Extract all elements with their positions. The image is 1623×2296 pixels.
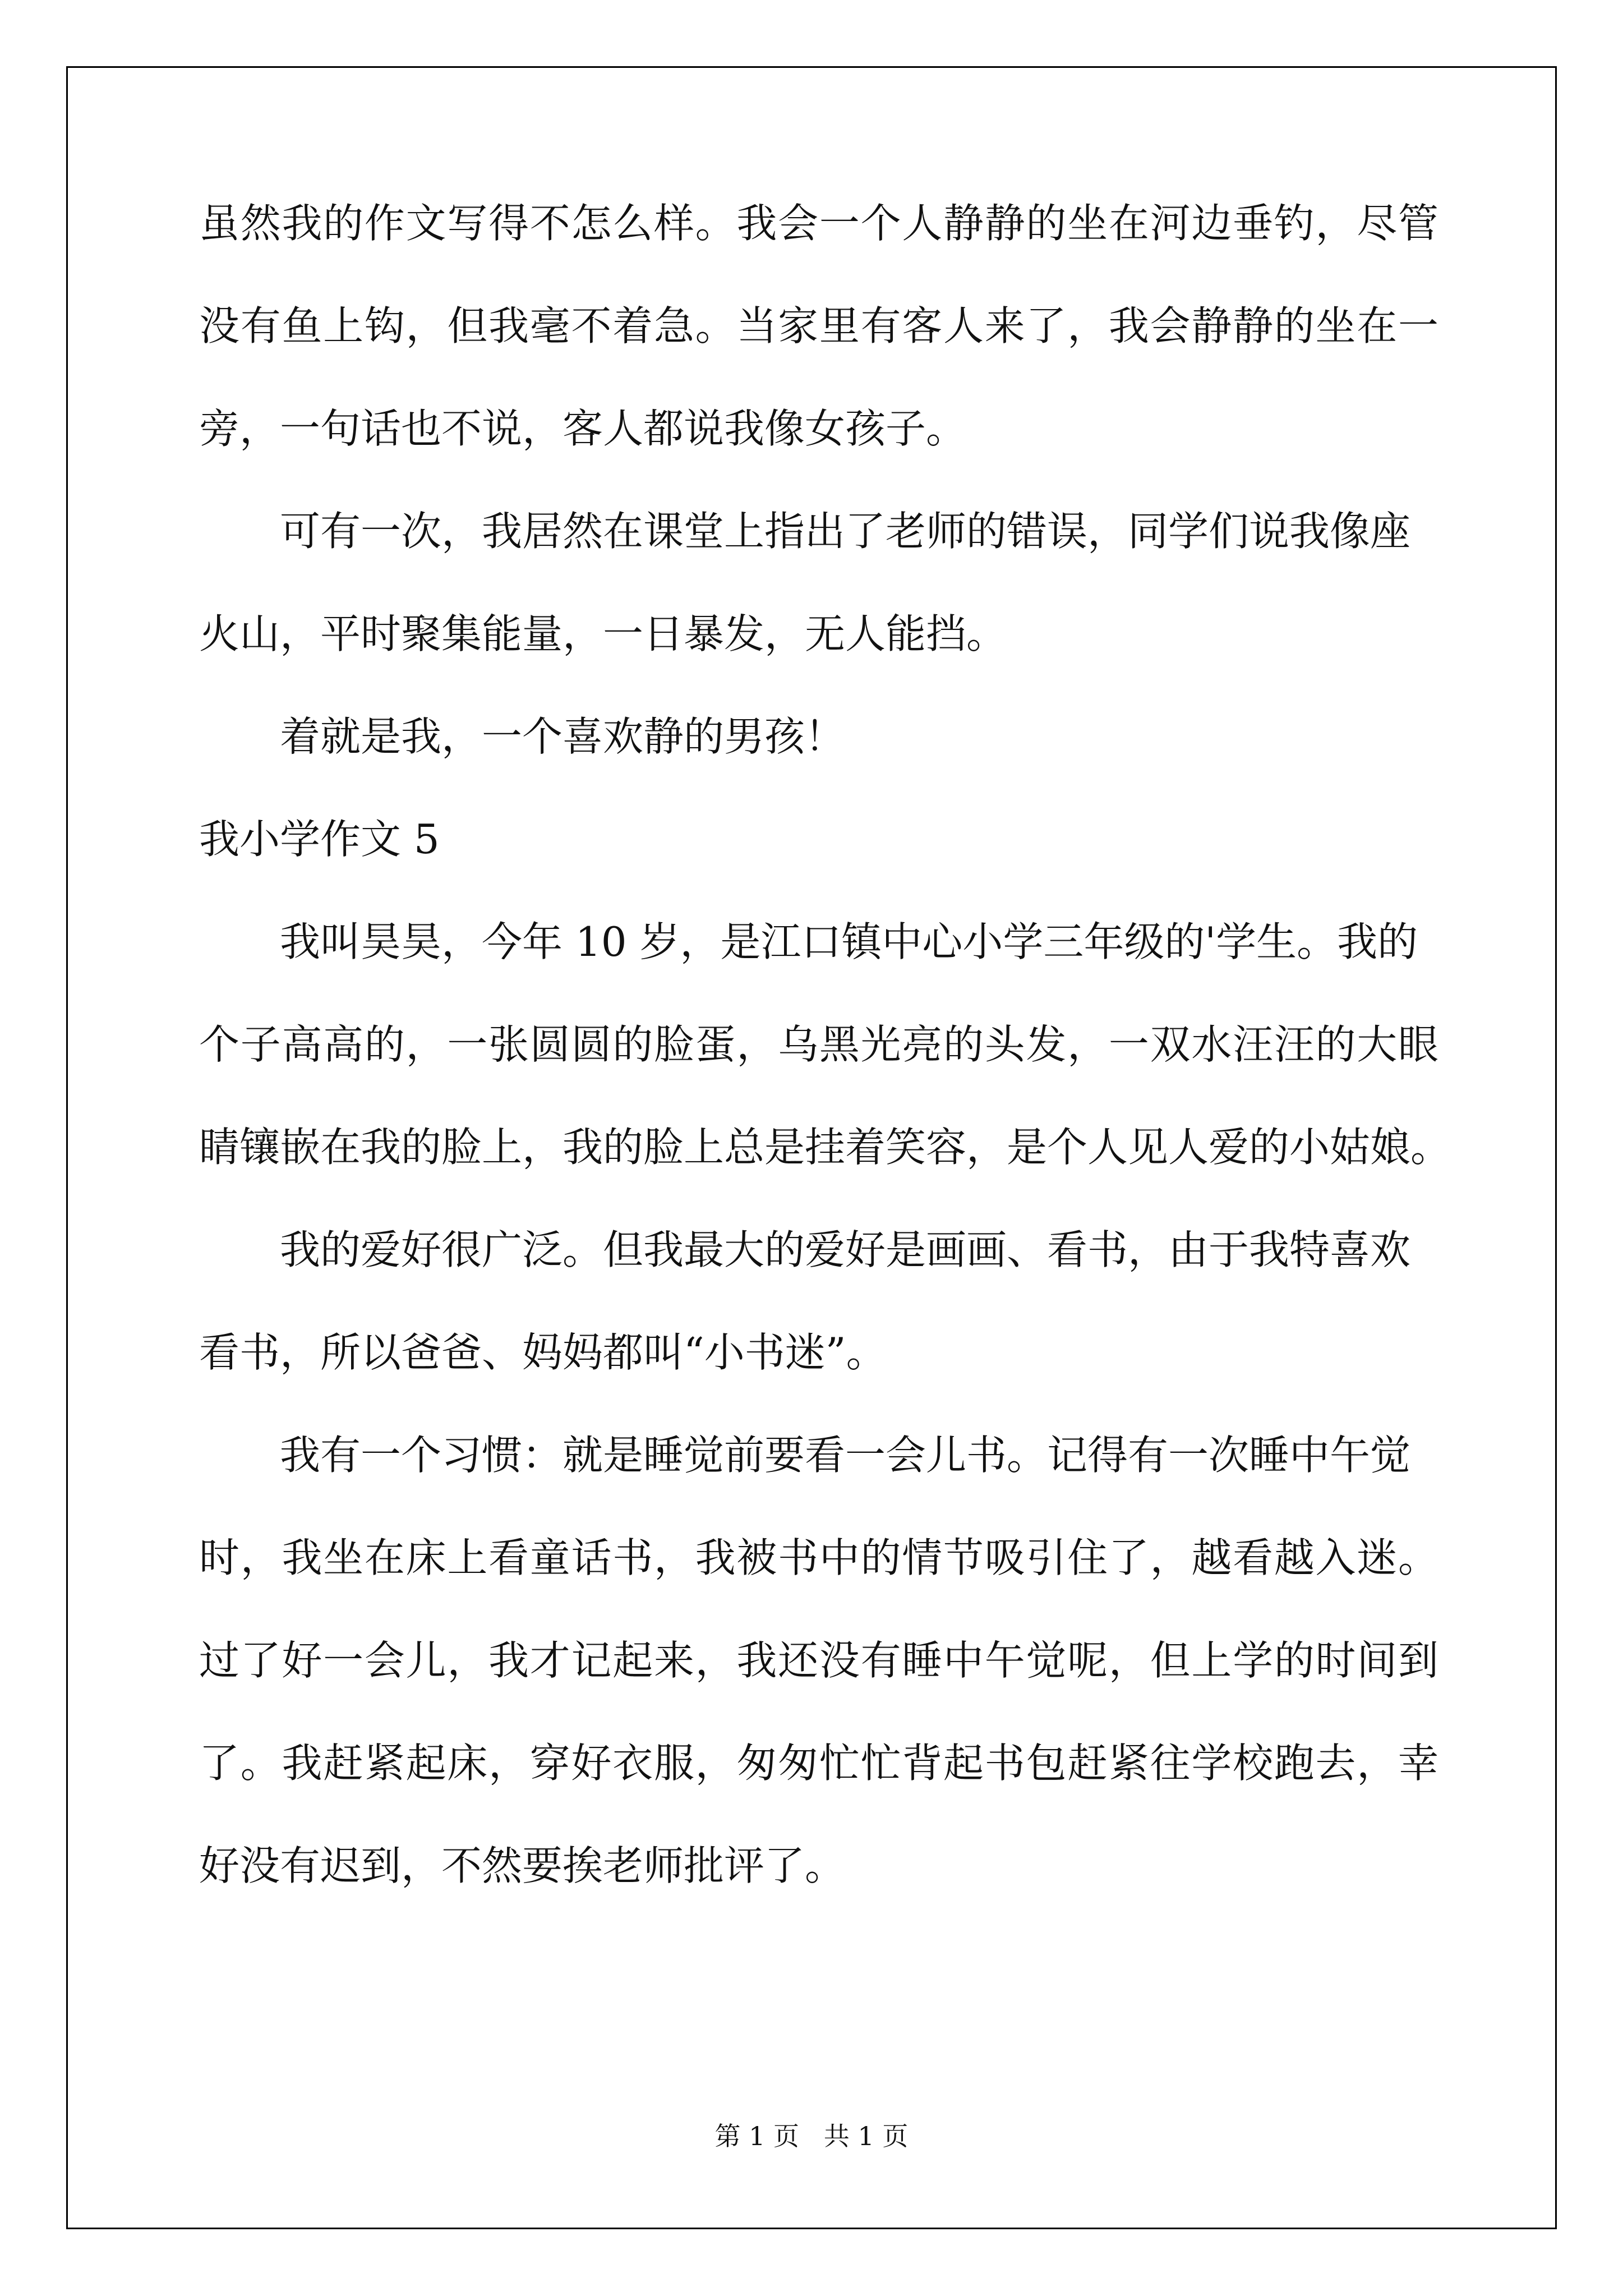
text-line-8: 我叫昊昊，今年 10 岁，是江口镇中心小学三年级的'学生。我的 <box>280 918 1418 965</box>
text-line-17: 好没有迟到，不然要挨老师批评了。 <box>199 1842 846 1889</box>
text-line-16: 了。我赶紧起床，穿好衣服，匆匆忙忙背起书包赶紧往学校跑去，幸 <box>199 1740 1438 1787</box>
section-heading: 我小学作文 5 <box>199 816 440 863</box>
text-line-13: 我有一个习惯：就是睡觉前要看一会儿书。记得有一次睡中午觉 <box>280 1432 1411 1479</box>
text-line-14: 时，我坐在床上看童话书，我被书中的情节吸引住了，越看越入迷。 <box>199 1534 1438 1581</box>
text-line-9: 个子高高的，一张圆圆的脸蛋，乌黑光亮的头发，一双水汪汪的大眼 <box>199 1021 1438 1068</box>
text-line-2: 没有鱼上钩，但我毫不着急。当家里有客人来了，我会静静的坐在一 <box>199 302 1438 349</box>
text-line-4: 可有一次，我居然在课堂上指出了老师的错误，同学们说我像座 <box>280 508 1411 555</box>
page-footer: 第 1 页 共 1 页 <box>714 2121 909 2151</box>
text-line-6: 着就是我，一个喜欢静的男孩！ <box>280 713 846 760</box>
text-line-15: 过了好一会儿，我才记起来，我还没有睡中午觉呢，但上学的时间到 <box>199 1637 1438 1684</box>
text-line-10: 睛镶嵌在我的脸上，我的脸上总是挂着笑容，是个人见人爱的小姑娘。 <box>199 1124 1451 1171</box>
text-line-1: 虽然我的作文写得不怎么样。我会一个人静静的坐在河边垂钓，尽管 <box>199 200 1438 247</box>
text-line-5: 火山，平时聚集能量，一日暴发，无人能挡。 <box>199 610 1007 657</box>
text-line-11: 我的爱好很广泛。但我最大的爱好是画画、看书，由于我特喜欢 <box>280 1226 1411 1273</box>
text-line-12: 看书，所以爸爸、妈妈都叫“小书迷”。 <box>199 1329 887 1376</box>
text-line-3: 旁，一句话也不说，客人都说我像女孩子。 <box>199 405 967 452</box>
